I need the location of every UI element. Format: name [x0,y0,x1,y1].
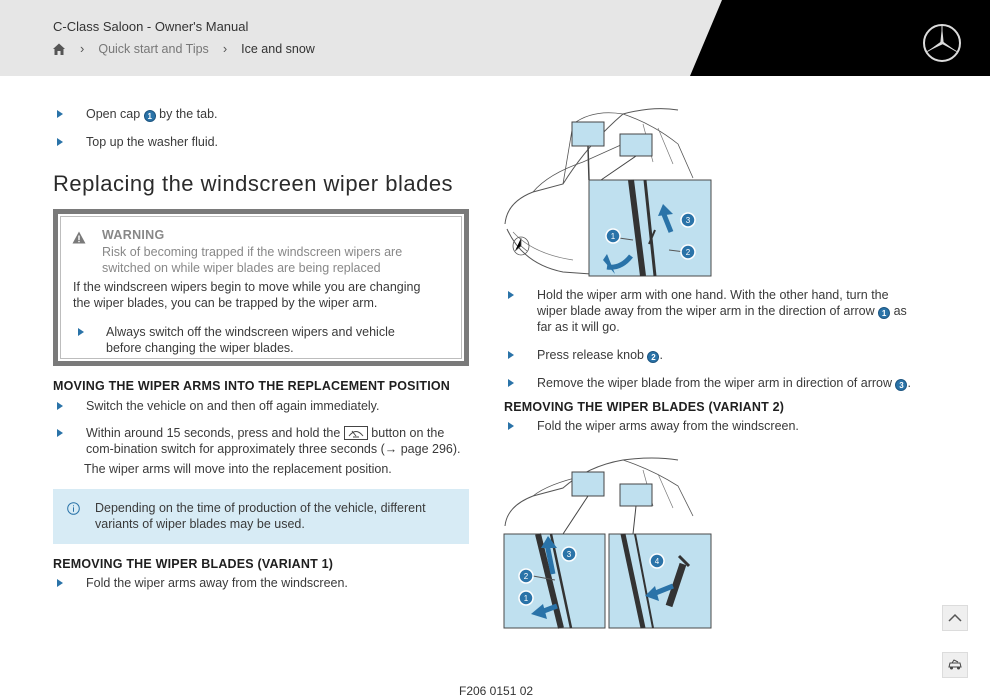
svg-text:2: 2 [685,248,691,257]
svg-text:3: 3 [566,550,572,559]
warning-triangle-icon [72,231,86,244]
svg-text:3: 3 [685,216,691,225]
figure-marker-2 [681,245,695,259]
section-title: Replacing the windscreen wiper blades [53,171,454,196]
scroll-up-icon [948,613,962,623]
svg-text:4: 4 [654,557,660,566]
figure-marker-2 [519,569,533,583]
step-press-hold: Within around 15 seconds, press and hold the button on the com-bination switch for approximately three seconds (→ page 296). [57,425,467,457]
moving-heading: MOVING THE WIPER ARMS INTO THE REPLACEMENT POSITION [53,379,451,393]
chevron-right-icon: › [222,41,228,56]
breadcrumb-link-quick-start[interactable]: Quick start and Tips [98,41,209,56]
warning-subtitle: Risk of becoming trapped if the windscreen wipers are switched on while wiper blades are being replaced [102,245,403,275]
svg-text:2: 2 [523,572,529,581]
page-header [0,0,990,76]
figure-marker-3 [562,547,576,561]
step-switch-vehicle: Switch the vehicle on and then off again immediately. [57,398,379,414]
result-text: The wiper arms will move into the replacement position. [84,462,392,476]
warning-action: Always switch off the windscreen wipers and vehicle before changing the wiper blades. [78,324,431,356]
vehicle-button[interactable] [942,652,968,678]
figure-marker-4 [650,554,664,568]
figure-marker-1 [606,229,620,243]
info-box [53,489,469,544]
bullet-arrow-icon [57,138,63,146]
wiper-button-icon [344,426,368,440]
bullet-arrow-icon [508,422,514,430]
figure-marker-3 [681,213,695,227]
step-top-up: Top up the washer fluid. [57,134,218,150]
bullet-arrow-icon [508,291,514,299]
variant2-heading: REMOVING THE WIPER BLADES (VARIANT 2) [504,400,785,414]
manual-title: C-Class Saloon - Owner's Manual [53,19,249,34]
step-press-release-knob: Press release knob 2 . [508,347,663,363]
info-icon [67,502,80,515]
svg-text:1: 1 [523,594,529,603]
scroll-up-button[interactable] [942,605,968,631]
variant2-step: Fold the wiper arms away from the windscreen. [508,418,799,434]
bullet-arrow-icon [508,379,514,387]
marker-2-icon: 2 [647,351,659,363]
warning-body: If the windscreen wipers begin to move while you are changing the wiper blades, you can be trapped by the wiper arm. [73,280,421,310]
marker-3-icon: 3 [895,379,907,391]
bullet-arrow-icon [57,579,63,587]
vehicle-icon [947,659,963,671]
step-hold-wiper-arm: Hold the wiper arm with one hand. With the other hand, turn the wiper blade away from the wiper arm in the direction of arrow 1 as far as it will go. [508,287,918,335]
bullet-arrow-icon [57,429,63,437]
step-open-cap: Open cap 1 by the tab. [57,106,218,122]
figure-code: F206 0151 02 [459,684,534,698]
breadcrumb [52,41,315,56]
chevron-right-icon: › [80,41,85,56]
variant1-step: Fold the wiper arms away from the windscreen. [57,575,348,591]
mercedes-star-logo[interactable] [922,23,962,63]
home-icon[interactable] [52,42,66,56]
bullet-arrow-icon [57,402,63,410]
step-remove-blade: Remove the wiper blade from the wiper arm in direction of arrow 3 . [508,375,911,391]
warning-box [53,209,469,366]
breadcrumb-current: Ice and snow [241,41,315,56]
warning-title: WARNING [102,228,165,242]
bullet-arrow-icon [508,351,514,359]
bullet-arrow-icon [78,328,84,336]
info-text: Depending on the time of production of the vehicle, different variants of wiper blades may be used. [95,501,426,531]
marker-1-icon: 1 [144,110,156,122]
wiper-replacement-illustration-variant2 [503,456,713,630]
marker-1-icon: 1 [878,307,890,319]
variant1-heading: REMOVING THE WIPER BLADES (VARIANT 1) [53,557,334,571]
wiper-replacement-illustration-variant1 [503,104,713,278]
bullet-arrow-icon [57,110,63,118]
svg-text:1: 1 [610,232,616,241]
figure-marker-1 [519,591,533,605]
page-link[interactable]: → page 296). [384,442,461,456]
